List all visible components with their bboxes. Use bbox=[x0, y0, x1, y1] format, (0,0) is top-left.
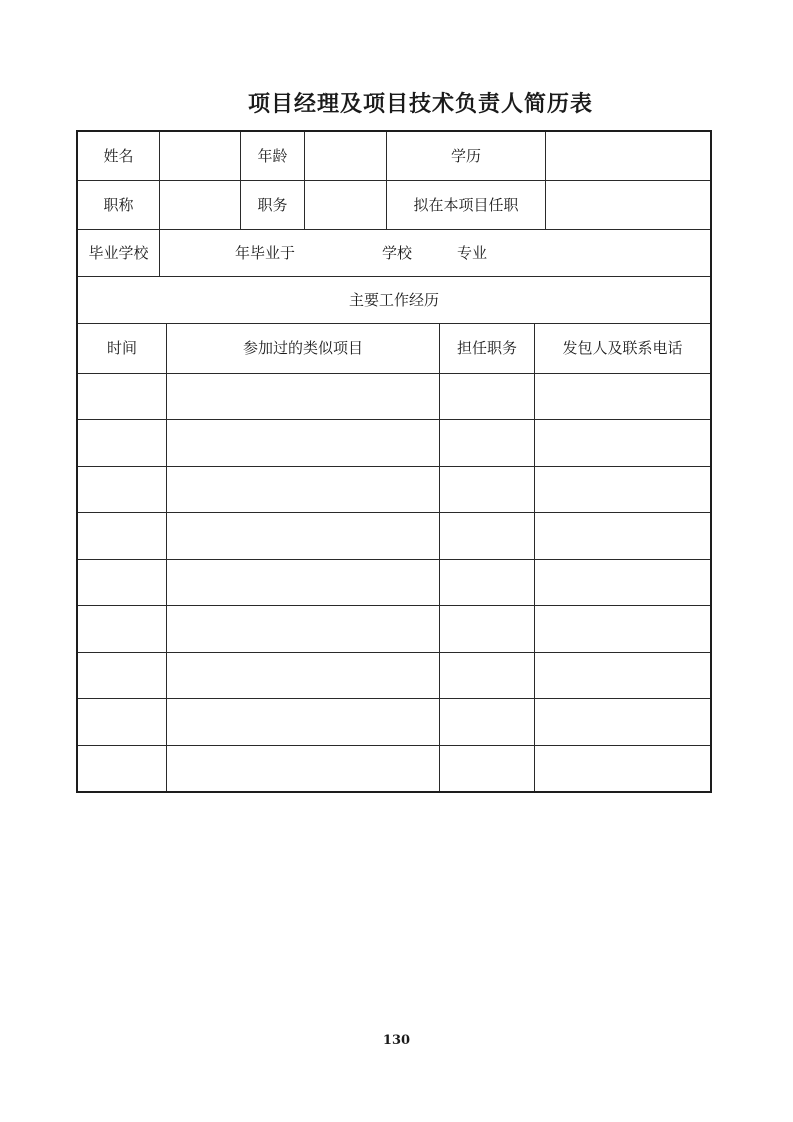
work-history-empty-row bbox=[78, 606, 710, 652]
proposed-position-value-cell bbox=[546, 181, 710, 229]
work-history-empty-cell bbox=[167, 560, 440, 605]
work-history-empty-cell bbox=[78, 420, 167, 465]
age-label-cell: 年龄 bbox=[241, 132, 305, 180]
school-suffix-label: 学校 bbox=[382, 243, 413, 262]
work-history-empty-row bbox=[78, 746, 710, 791]
work-history-empty-cell bbox=[440, 420, 535, 465]
work-history-empty-cell bbox=[535, 653, 710, 698]
work-history-empty-cell bbox=[440, 653, 535, 698]
work-history-empty-cell bbox=[440, 560, 535, 605]
position-held-column-header: 担任职务 bbox=[440, 324, 535, 373]
title-value-cell bbox=[160, 181, 241, 229]
work-history-empty-cell bbox=[78, 746, 167, 791]
graduation-school-label-cell: 毕业学校 bbox=[78, 230, 160, 276]
employer-phone-column-header: 发包人及联系电话 bbox=[562, 339, 683, 357]
education-value-cell bbox=[546, 132, 710, 180]
work-history-empty-cell bbox=[535, 746, 710, 791]
work-history-empty-row bbox=[78, 374, 710, 420]
work-history-empty-row bbox=[78, 420, 710, 466]
work-history-empty-cell bbox=[78, 560, 167, 605]
work-history-empty-cell bbox=[167, 699, 440, 744]
work-history-empty-cell bbox=[440, 606, 535, 651]
title-label-cell: 职称 bbox=[78, 181, 160, 229]
work-history-empty-row bbox=[78, 467, 710, 513]
name-value-cell bbox=[160, 132, 241, 180]
work-history-empty-cell bbox=[167, 606, 440, 651]
work-history-empty-cell bbox=[78, 467, 167, 512]
work-history-empty-cell bbox=[167, 653, 440, 698]
work-history-empty-cell bbox=[167, 420, 440, 465]
work-history-empty-cell bbox=[535, 467, 710, 512]
graduation-detail-cell bbox=[160, 230, 710, 276]
work-history-empty-row bbox=[78, 653, 710, 699]
graduation-row bbox=[78, 230, 710, 277]
work-history-section-title: 主要工作经历 bbox=[348, 290, 439, 309]
work-history-empty-cell bbox=[440, 699, 535, 744]
basic-info-row-1 bbox=[78, 132, 710, 181]
work-history-section-row bbox=[78, 277, 710, 324]
position-label-cell: 职务 bbox=[241, 181, 305, 229]
work-history-empty-cell bbox=[440, 467, 535, 512]
work-history-empty-row bbox=[78, 513, 710, 559]
page-title: 项目经理及项目技术负责人简历表 bbox=[247, 91, 593, 117]
work-history-empty-row bbox=[78, 699, 710, 745]
work-history-empty-cell bbox=[535, 420, 710, 465]
basic-info-row-2 bbox=[78, 181, 710, 230]
resume-form-table bbox=[76, 130, 712, 793]
work-history-empty-cell bbox=[78, 699, 167, 744]
graduated-in-label: 年毕业于 bbox=[235, 243, 296, 262]
major-label: 专业 bbox=[457, 243, 488, 262]
work-history-empty-cell bbox=[440, 513, 535, 558]
work-history-empty-cell bbox=[440, 746, 535, 791]
work-history-empty-cell bbox=[440, 374, 535, 419]
work-history-header-row bbox=[78, 324, 710, 374]
name-label-cell: 姓名 bbox=[78, 132, 160, 180]
position-value-cell bbox=[305, 181, 387, 229]
time-column-header: 时间 bbox=[78, 324, 167, 373]
work-history-empty-row bbox=[78, 560, 710, 606]
work-history-empty-cell bbox=[535, 374, 710, 419]
age-value-cell bbox=[305, 132, 387, 180]
proposed-position-label-cell: 拟在本项目任职 bbox=[387, 181, 546, 229]
work-history-empty-cell bbox=[535, 606, 710, 651]
work-history-empty-cell bbox=[535, 699, 710, 744]
work-history-empty-cell bbox=[167, 467, 440, 512]
work-history-empty-cell bbox=[78, 374, 167, 419]
work-history-empty-cell bbox=[167, 746, 440, 791]
work-history-empty-cell bbox=[535, 560, 710, 605]
work-history-empty-cell bbox=[78, 513, 167, 558]
work-history-empty-cell bbox=[167, 513, 440, 558]
similar-projects-column-header: 参加过的类似项目 bbox=[167, 324, 440, 373]
work-history-empty-cell bbox=[78, 606, 167, 651]
work-history-empty-cell bbox=[535, 513, 710, 558]
work-history-empty-cell bbox=[78, 653, 167, 698]
work-history-empty-cell bbox=[167, 374, 440, 419]
education-label-cell: 学历 bbox=[387, 132, 546, 180]
page-number: 130 bbox=[382, 1033, 411, 1048]
